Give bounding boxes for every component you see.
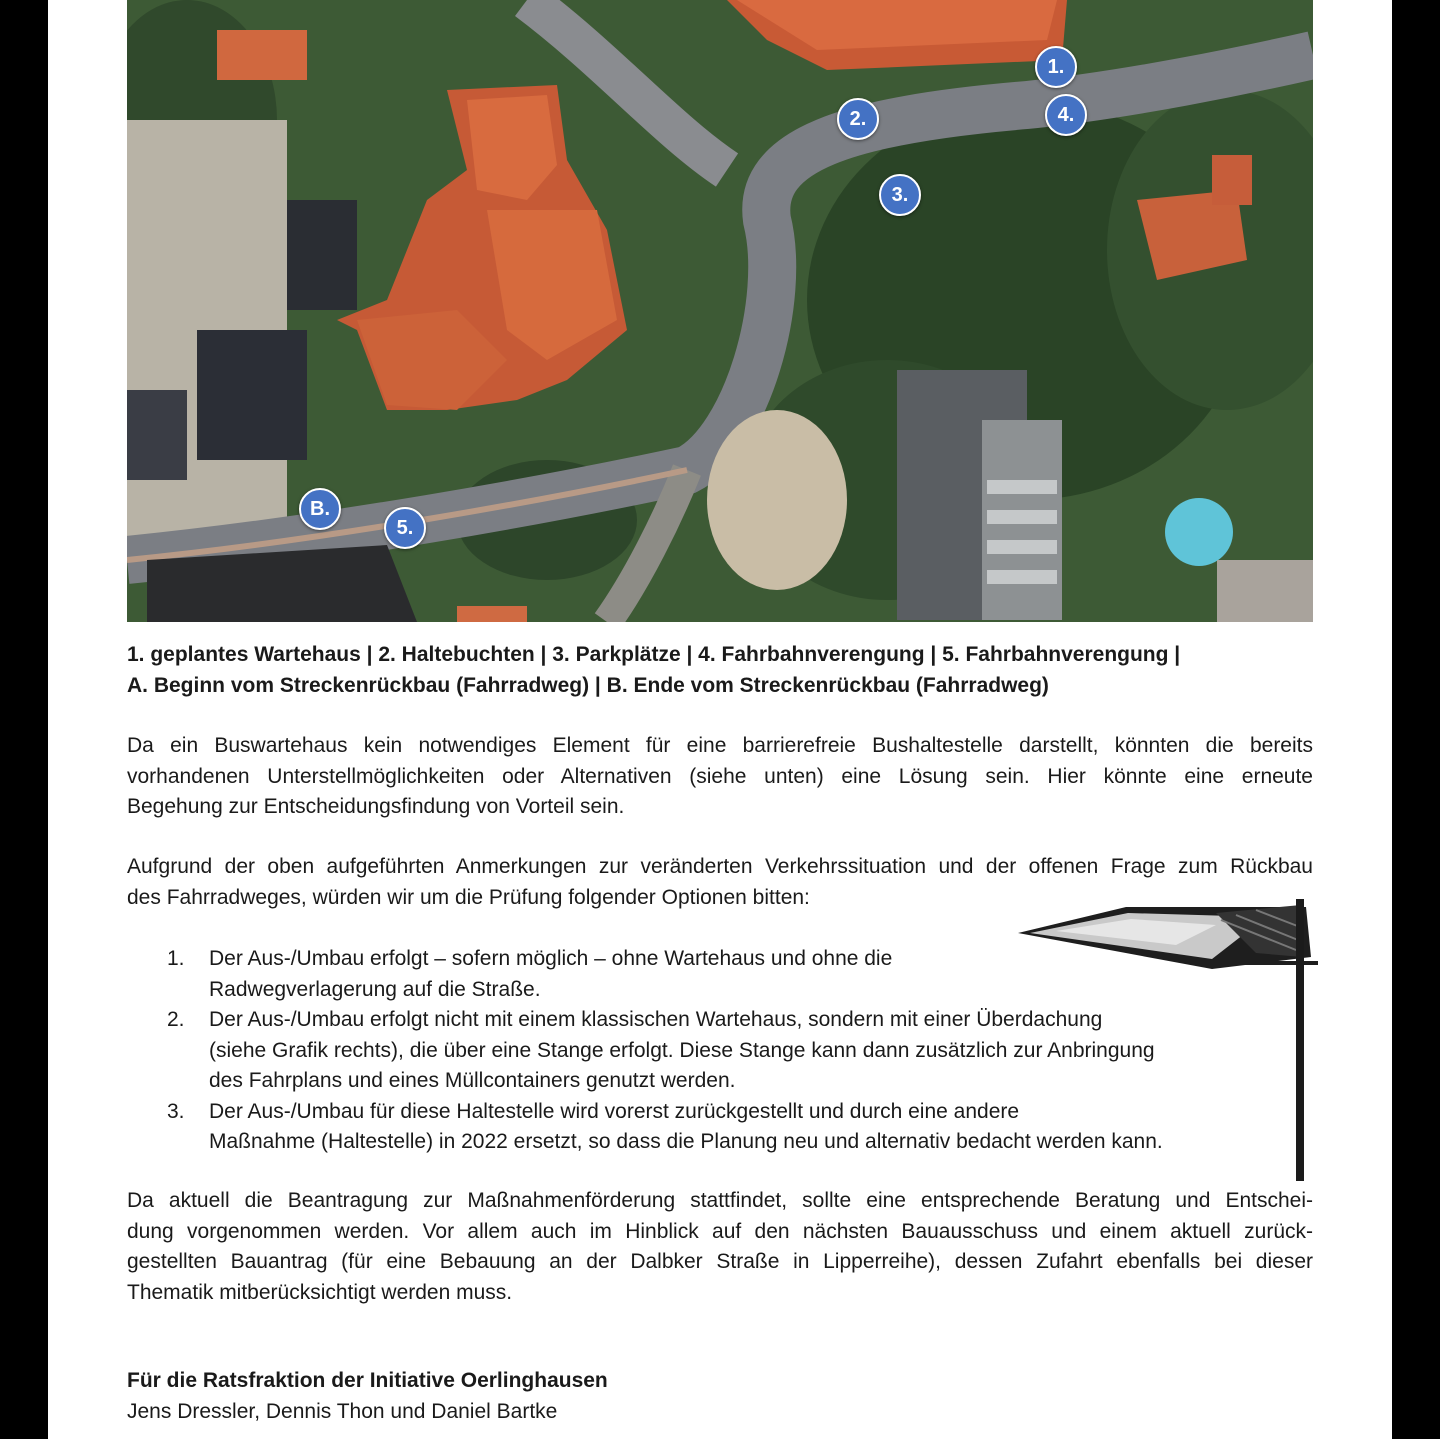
map-marker-3: 3. [879, 174, 921, 216]
paragraph-2-line: des Fahrradweges, würden wir um die Prüfung folgender Optionen bitten: [127, 885, 810, 909]
paragraph-3-line: Da aktuell die Beantragung zur Maßnahmenförderung stattfindet, sollte eine entsprechende Beratung und Entschei- [127, 1189, 1313, 1212]
legend-line-1: 1. geplantes Wartehaus | 2. Haltebuchten | 3. Parkplätze | 4. Fahrbahnverengung | 5. Fahrbahnverengung | [127, 643, 1181, 666]
paragraph-3-line: Thematik mitberücksichtigt werden muss. [127, 1280, 513, 1304]
option-number: 3. [167, 1099, 185, 1123]
option-line: (siehe Grafik rechts), die über eine Stange erfolgt. Diese Stange kann dann zusätzlich zur Anbringung [209, 1038, 1155, 1062]
document-page [48, 0, 1392, 1439]
aerial-map-image [127, 0, 1313, 622]
paragraph-3-line: gestellten Bauantrag (für eine Bebauung an der Dalbker Straße in Lipperreihe), dessen Zufahrt ebenfalls bei dieser [127, 1250, 1313, 1273]
signature-names: Jens Dressler, Dennis Thon und Daniel Bartke [127, 1400, 558, 1423]
map-marker-5: 5. [384, 507, 426, 549]
paragraph-3-line: dung vorgenommen werden. Vor allem auch im Hinblick auf den nächsten Bauausschuss und einem aktuell zurück- [127, 1219, 1313, 1243]
paragraph-1-line: vorhandenen Unterstellmöglichkeiten oder Alternativen (siehe unten) eine Lösung sein. Hier könnte eine erneute [127, 764, 1313, 788]
option-line: Der Aus-/Umbau erfolgt nicht mit einem klassischen Wartehaus, sondern mit einer Überdachung [209, 1008, 1103, 1031]
option-line: Radwegverlagerung auf die Straße. [209, 977, 541, 1001]
option-line: Maßnahme (Haltestelle) in 2022 ersetzt, so dass die Planung neu und alternativ bedacht werden kann. [209, 1130, 1163, 1153]
paragraph-1-line: Begehung zur Entscheidungsfindung von Vorteil sein. [127, 795, 625, 818]
option-number: 1. [167, 947, 185, 970]
option-item-2 [127, 1005, 1247, 1097]
paragraph-1-line: Da ein Buswartehaus kein notwendiges Element für eine barrierefreie Bushaltestelle darstellt, könnten die bereits [127, 734, 1313, 757]
option-line: Der Aus-/Umbau erfolgt – sofern möglich – ohne Wartehaus und ohne die [209, 947, 893, 970]
legend-line-2: A. Beginn vom Streckenrückbau (Fahrradweg) | B. Ende vom Streckenrückbau (Fahrradweg) [127, 673, 1049, 697]
map-legend [127, 640, 1313, 701]
option-item-1 [127, 944, 1247, 1005]
map-marker-4: 4. [1045, 94, 1087, 136]
paragraph-1 [127, 731, 1313, 823]
options-list [127, 944, 1247, 1158]
aerial-map-photo [127, 0, 1313, 622]
paragraph-2-line: Aufgrund der oben aufgeführten Anmerkungen zur veränderten Verkehrssituation und der offenen Frage zum Rückbau [127, 855, 1313, 878]
map-marker-b: B. [299, 488, 341, 530]
map-marker-1: 1. [1035, 46, 1077, 88]
option-number: 2. [167, 1008, 185, 1031]
option-item-3 [127, 1097, 1247, 1158]
option-line: Der Aus-/Umbau für diese Haltestelle wird vorerst zurückgestellt und durch eine andere [209, 1099, 1020, 1123]
signature-title: Für die Ratsfraktion der Initiative Oerlinghausen [127, 1369, 608, 1392]
map-marker-2: 2. [837, 98, 879, 140]
paragraph-3 [127, 1186, 1313, 1308]
option-line: des Fahrplans und eines Müllcontainers genutzt werden. [209, 1069, 736, 1092]
